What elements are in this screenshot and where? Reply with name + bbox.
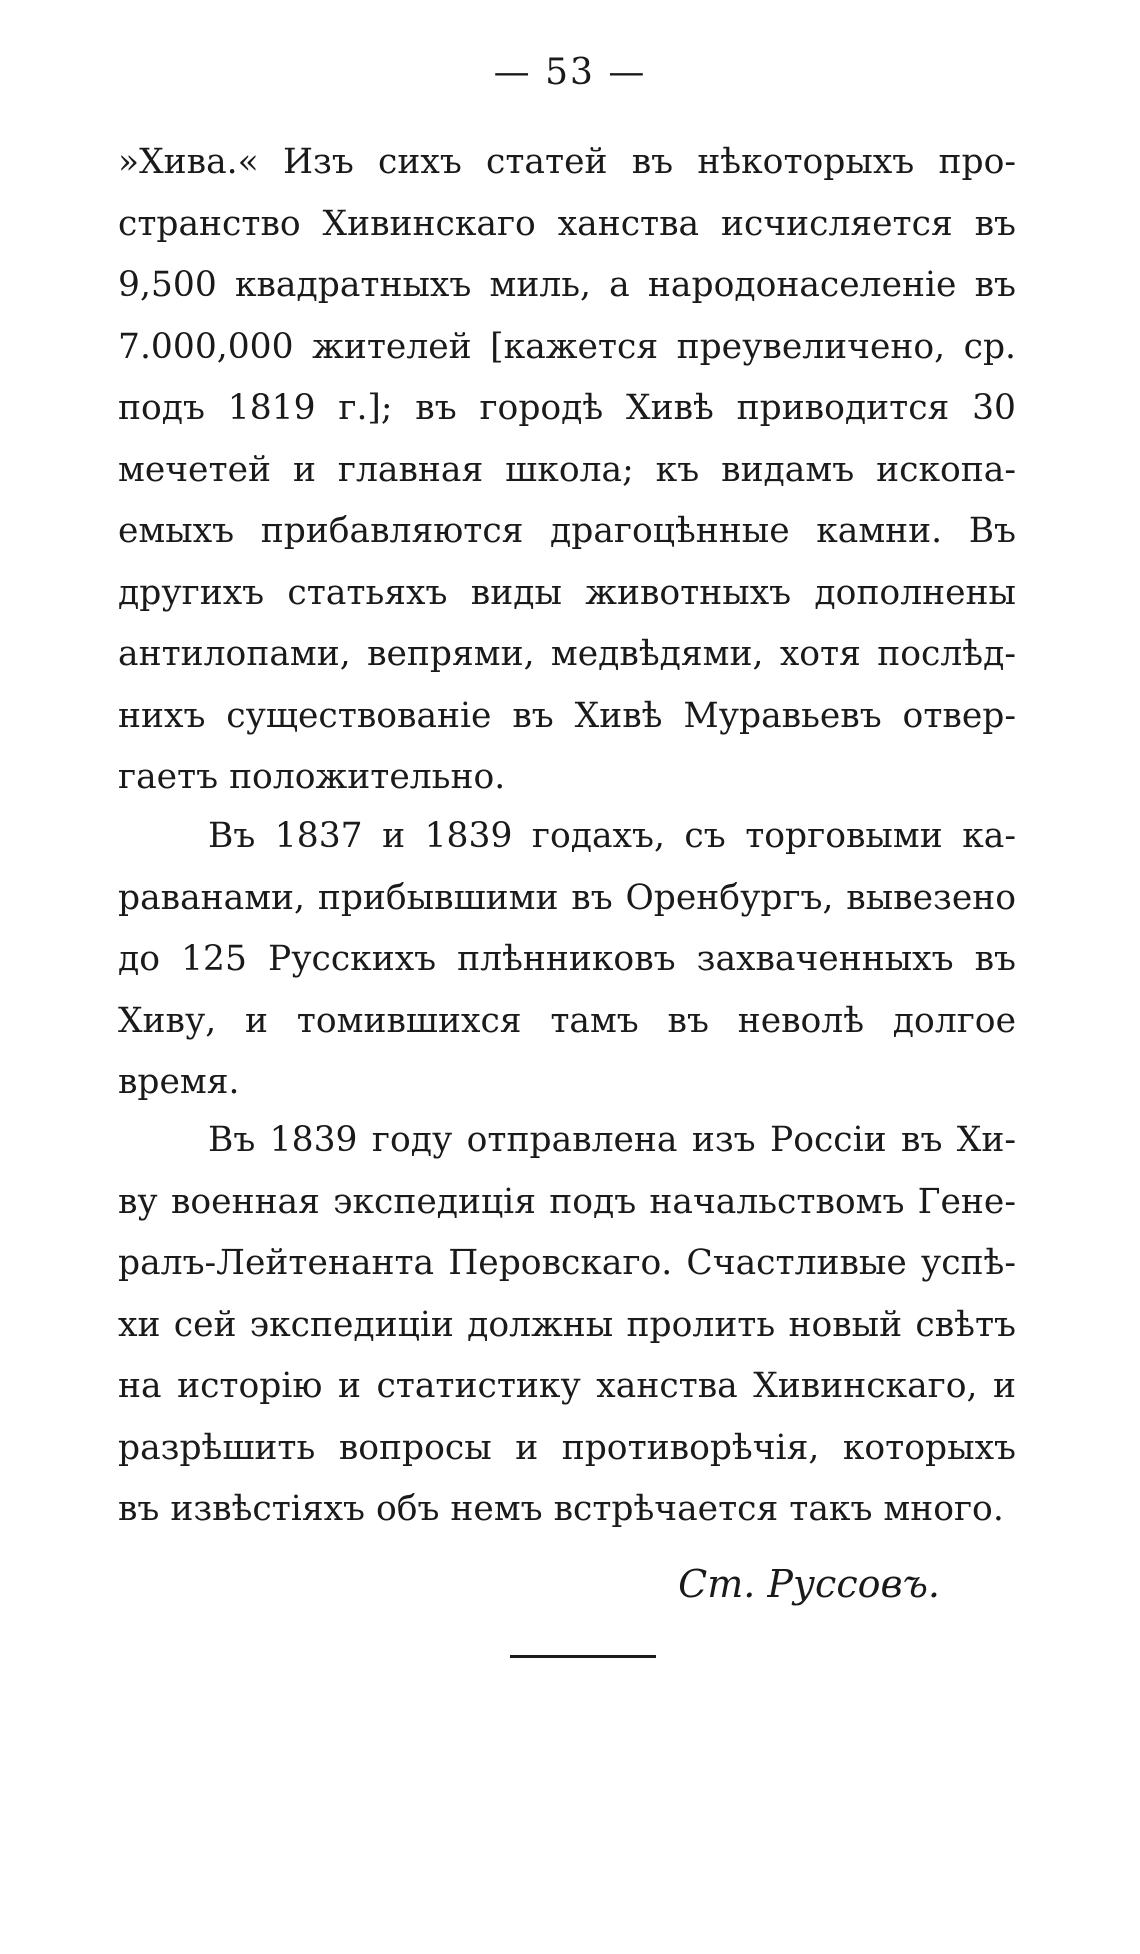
text-line: странство Хивинскаго ханства исчисляется въ bbox=[118, 203, 1016, 244]
end-rule-divider bbox=[510, 1655, 656, 1658]
author-signature: Ст. Руссовъ. bbox=[678, 1562, 940, 1606]
text-line: 9,500 квадратныхъ миль, а народонаселеніе въ bbox=[118, 265, 1016, 305]
text-line: другихъ статьяхъ виды животныхъ дополнены bbox=[118, 572, 1016, 613]
text-line: Хиву, и томившихся тамъ въ неволѣ долгое bbox=[118, 1000, 1016, 1041]
text-line: »Хива.« Изъ сихъ статей въ нѣкоторыхъ про- bbox=[118, 142, 1016, 182]
text-line: подъ 1819 г.]; въ городѣ Хивѣ приводится 30 bbox=[118, 388, 1016, 428]
text-line: раванами, прибывшими въ Оренбургъ, вывезено bbox=[118, 877, 1016, 918]
paragraph-1 bbox=[118, 132, 1016, 809]
text-line: Въ 1839 году отправлена изъ Россіи въ Хи- bbox=[208, 1120, 1016, 1160]
text-line: время. bbox=[118, 1062, 240, 1102]
text-line: нихъ существованіе въ Хивѣ Муравьевъ отвер- bbox=[118, 695, 1016, 736]
text-line: мечетей и главная школа; къ видамъ ископа- bbox=[118, 449, 1016, 490]
text-line: емыхъ прибавляются драгоцѣнные камни. Въ bbox=[118, 511, 1016, 551]
paragraph-2 bbox=[118, 806, 1016, 1114]
text-line: антилопами, вепрями, медвѣдями, хотя послѣд- bbox=[118, 634, 1016, 674]
text-line: до 125 Русскихъ плѣнниковъ захваченныхъ въ bbox=[118, 939, 1016, 979]
page-number: — 53 — bbox=[493, 52, 647, 93]
text-line: ву военная экспедиція подъ начальствомъ Гене- bbox=[118, 1181, 1016, 1222]
text-line: на исторію и статистику ханства Хивинскаго, и bbox=[118, 1366, 1016, 1406]
text-line: 7.000,000 жителей [кажется преувеличено, ср. bbox=[118, 326, 1016, 367]
text-line: въ извѣстіяхъ объ немъ встрѣчается такъ много. bbox=[118, 1489, 1004, 1529]
paragraph-3 bbox=[118, 1110, 1016, 1541]
text-line: разрѣшить вопросы и противорѣчія, которыхъ bbox=[118, 1427, 1016, 1468]
text-line: хи сей экспедиціи должны пролить новый свѣтъ bbox=[118, 1304, 1016, 1345]
text-line: Въ 1837 и 1839 годахъ, съ торговыми ка- bbox=[208, 816, 1016, 856]
text-line: ралъ-Лейтенанта Перовскаго. Счастливые успѣ- bbox=[118, 1243, 1016, 1283]
text-line: гаетъ положительно. bbox=[118, 757, 506, 797]
